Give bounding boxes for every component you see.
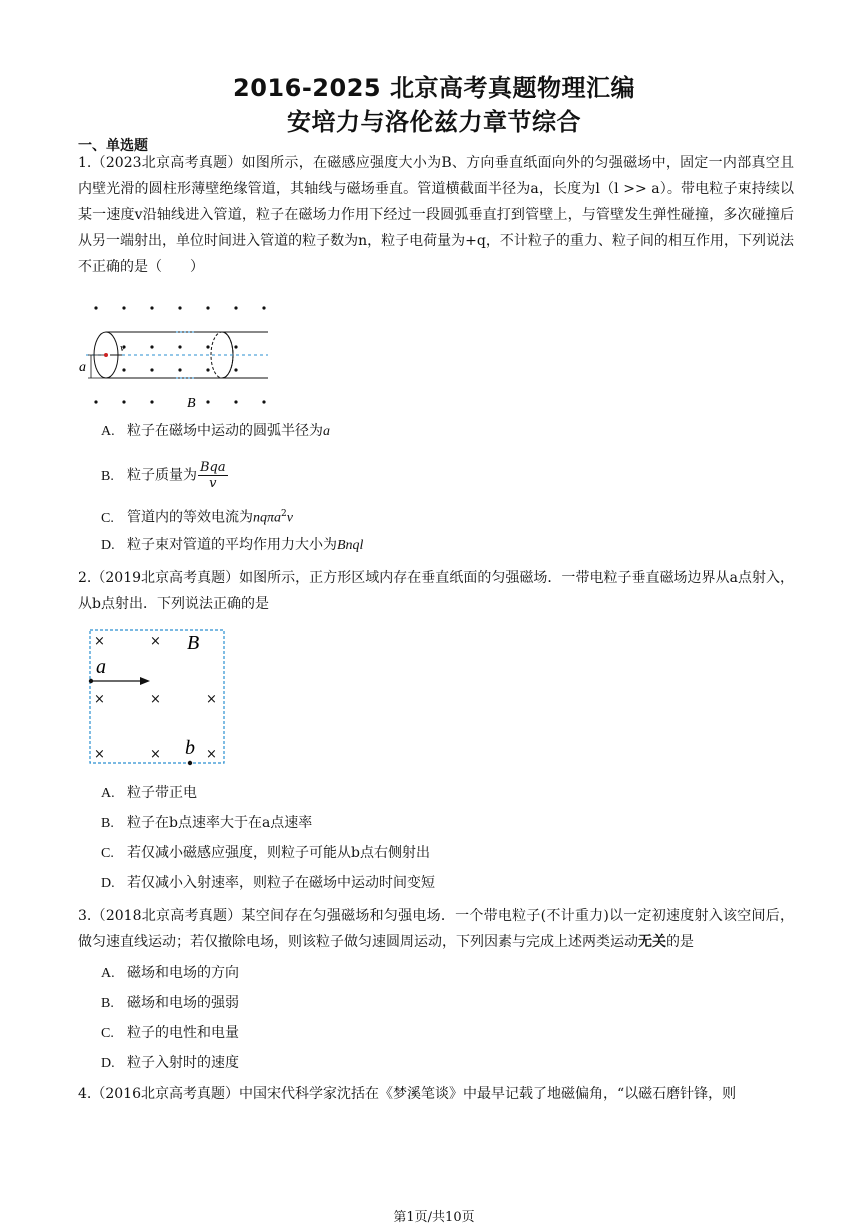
question-4-stem: 4.（2016北京高考真题）中国宋代科学家沈括在《梦溪笔谈》中最早记载了地磁偏角，“以磁石磨针锋，则	[78, 1086, 737, 1102]
label-B: B	[187, 396, 196, 411]
q3-option-d: D. 粒子入射时的速度	[101, 1055, 239, 1071]
svg-text:×: ×	[94, 747, 105, 762]
label-a: a	[96, 656, 106, 678]
q3-option-a: A. 磁场和电场的方向	[101, 965, 239, 981]
q2-option-c: C. 若仅减小磁感应强度，则粒子可能从b点右侧射出	[101, 845, 430, 861]
particle-dot	[104, 353, 108, 357]
q2-option-d: D. 若仅减小入射速率，则粒子在磁场中运动时间变短	[101, 875, 435, 891]
question-1-stem: 1.（2023北京高考真题）如图所示，在磁感应强度大小为B、方向垂直纸面向外的匀强磁场中，固定一内部真空且内壁光滑的圆柱形薄壁绝缘管道，其轴线与磁场垂直。管道横截面半径为a，长度为l（l >> a）。带电粒子束持续以某一速度v沿轴线进入管道，粒子在磁场力作用下经过一段圆弧垂直打到管壁上，与管壁发生弹性碰撞，多次碰撞后从另一端射出，单位时间进入管道的粒子数为n，粒子电荷量为+q，不计粒子的重力、粒子间的相互作用，下列说法不正确的是（ ）	[78, 155, 794, 275]
section-heading: 一、单选题	[78, 138, 148, 154]
svg-text:×: ×	[94, 634, 105, 649]
q1-option-b: B. 粒子质量为 $\frac{\text{Bqa}}{v}$	[101, 460, 226, 491]
q1-option-c: C. 管道内的等效电流为nqπa$^2$v	[101, 509, 293, 526]
q3-option-c: C. 粒子的电性和电量	[101, 1025, 239, 1041]
label-a: a	[79, 360, 86, 375]
svg-text:×: ×	[150, 747, 161, 762]
label-B: B	[187, 632, 200, 654]
question-2-stem: 2.（2019北京高考真题）如图所示，正方形区域内存在垂直纸面的匀强磁场．一带电粒子垂直磁场边界从a点射入，从b点射出．下列说法正确的是	[78, 570, 794, 612]
page-subtitle: 安培力与洛伦兹力章节综合	[287, 108, 581, 136]
page-title: 2016-2025 北京高考真题物理汇编	[233, 74, 635, 102]
svg-text:×: ×	[150, 634, 161, 649]
q3-option-b: B. 磁场和电场的强弱	[101, 995, 239, 1011]
label-b: b	[185, 737, 195, 759]
q2-option-b: B. 粒子在b点速率大于在a点速率	[101, 815, 313, 831]
svg-text:×: ×	[150, 692, 161, 707]
svg-text:×: ×	[94, 692, 105, 707]
question-3-stem: 3.（2018北京高考真题）某空间存在匀强磁场和匀强电场．一个带电粒子(不计重力)以一定初速度射入该空间后，做匀速直线运动；若仅撤除电场，则该粒子做匀速圆周运动，下列因素与完成上述两类运动无关的是	[78, 908, 794, 950]
page-footer: 第1页/共10页	[393, 1210, 475, 1225]
q1-option-a: A. 粒子在磁场中运动的圆弧半径为a	[101, 423, 330, 439]
svg-text:×: ×	[206, 692, 217, 707]
q1-option-d: D. 粒子束对管道的平均作用力大小为Bnql	[101, 537, 364, 553]
label-v: v	[120, 342, 125, 354]
q2-option-a: A. 粒子带正电	[101, 785, 197, 801]
question-1-figure	[76, 300, 276, 412]
fraction: $\frac{\text{Bqa}}{v}$	[200, 460, 226, 491]
question-2-figure	[88, 628, 228, 766]
point-b	[188, 761, 192, 765]
svg-text:×: ×	[206, 747, 217, 762]
